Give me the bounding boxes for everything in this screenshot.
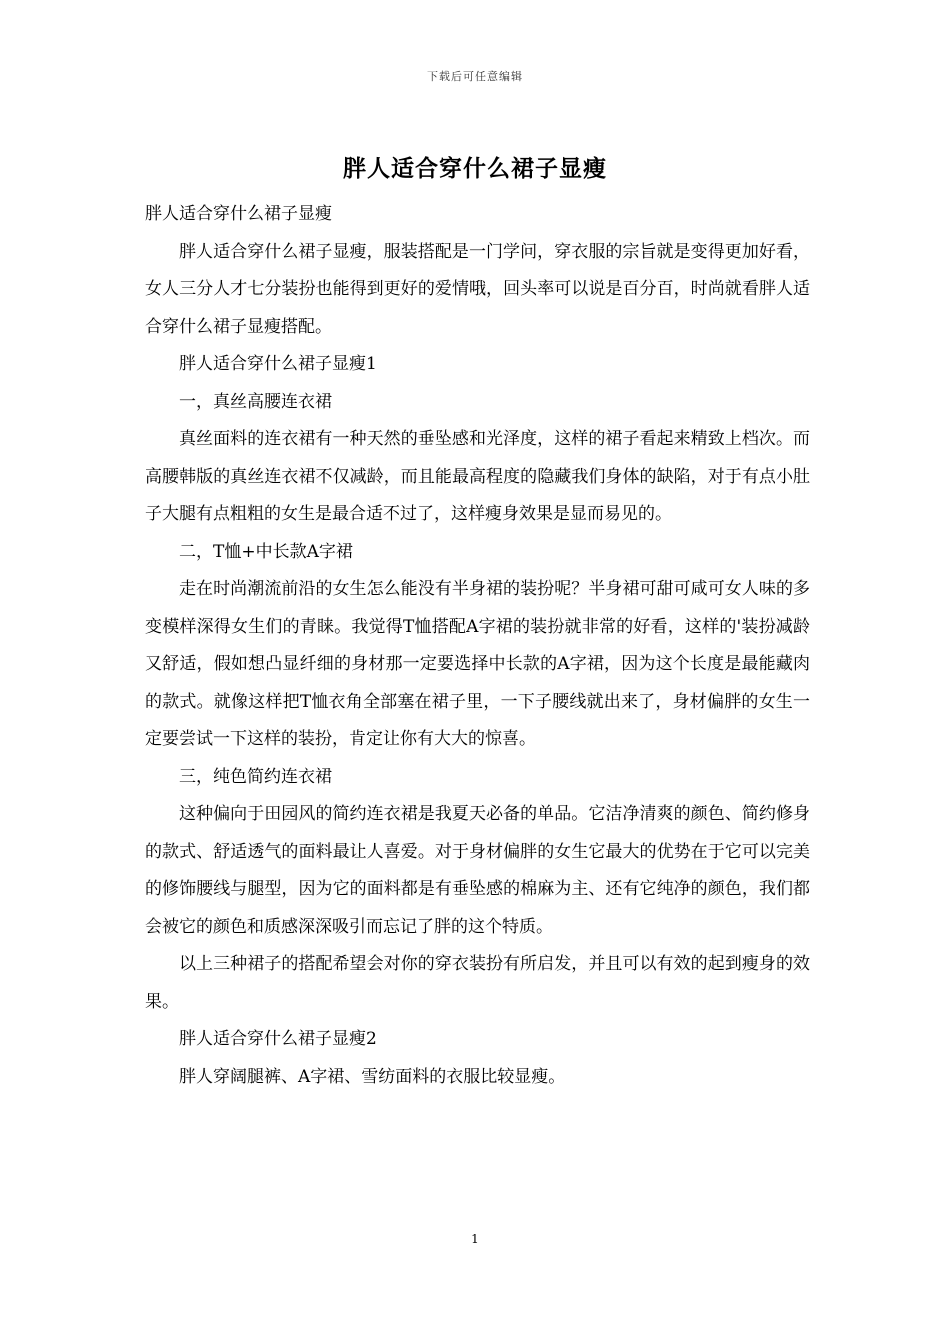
document-body xyxy=(145,196,810,1096)
paragraph-intro: 胖人适合穿什么裙子显瘦，服装搭配是一门学问，穿衣服的宗旨就是变得更加好看，女人三分人才七分装扮也能得到更好的爱情哦，回头率可以说是百分百，时尚就看胖人适合穿什么裙子显瘦搭配。 xyxy=(145,241,810,337)
item-heading-tshirt-skirt: 二，T恤+中长款A字裙 xyxy=(179,541,353,562)
paragraph-silk-dress: 真丝面料的连衣裙有一种天然的垂坠感和光泽度，这样的裙子看起来精致上档次。而高腰韩版的真丝连衣裙不仅减龄，而且能最高程度的隐藏我们身体的缺陷，对于有点小肚子大腿有点粗粗的女生是最合适不过了，这样瘦身效果是显而易见的。 xyxy=(145,429,810,524)
header-note: 下载后可任意编辑 xyxy=(427,70,523,83)
paragraph-simple-dress: 这种偏向于田园风的简约连衣裙是我夏天必备的单品。它洁净清爽的颜色、简约修身的款式、舒适透气的面料最让人喜爱。对于身材偏胖的女生它最大的优势在于它可以完美的修饰腰线与腿型，因为它的面料都是有垂坠感的棉麻为主、还有它纯净的颜色，我们都会被它的颜色和质感深深吸引而忘记了胖的这个特质。 xyxy=(145,804,810,937)
paragraph-section-2: 胖人穿阔腿裤、A字裙、雪纺面料的衣服比较显瘦。 xyxy=(179,1066,566,1087)
paragraph-subtitle: 胖人适合穿什么裙子显瘦 xyxy=(145,204,332,224)
paragraph-tshirt-skirt: 走在时尚潮流前沿的女生怎么能没有半身裙的装扮呢？半身裙可甜可咸可女人味的多变模样深得女生们的青睐。我觉得T恤搭配A字裙的装扮就非常的好看，这样的'装扮减龄又舒适，假如想凸显纤细的身材那一定要选择中长款的A字裙，因为这个长度是最能藏肉的款式。就像这样把T恤衣角全部塞在裙子里，一下子腰线就出来了，身材偏胖的女生一定要尝试一下这样的装扮，肯定让你有大大的惊喜。 xyxy=(145,579,810,749)
item-heading-silk-dress: 一，真丝高腰连衣裙 xyxy=(179,391,332,412)
section-heading-2: 胖人适合穿什么裙子显瘦2 xyxy=(179,1029,377,1049)
page-number: 1 xyxy=(471,1232,479,1246)
paragraph-summary: 以上三种裙子的搭配希望会对你的穿衣装扮有所启发，并且可以有效的起到瘦身的效果。 xyxy=(145,954,810,1012)
item-heading-simple-dress: 三，纯色简约连衣裙 xyxy=(179,766,332,787)
section-heading-1: 胖人适合穿什么裙子显瘦1 xyxy=(179,354,377,374)
document-title: 胖人适合穿什么裙子显瘦 xyxy=(343,155,607,182)
